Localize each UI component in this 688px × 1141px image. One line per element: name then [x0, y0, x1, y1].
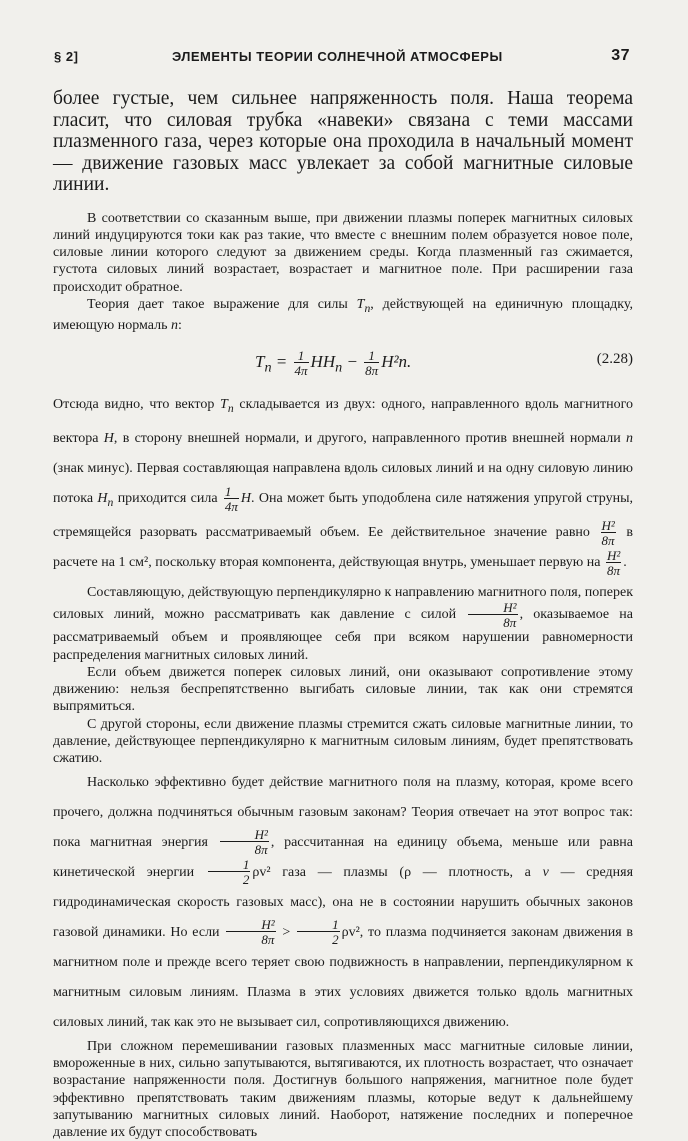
lead-paragraph: более густые, чем сильнее напряженность поля. Наша теорема гласит, что силовая трубка «навеки» связана с теми массами плазменного газа, через которые она проходила в начальный момент — движение газовых масс увлекает за собой магнитные силовые линии.	[53, 88, 633, 195]
running-title: ЭЛЕМЕНТЫ ТЕОРИИ СОЛНЕЧНОЙ АТМОСФЕРЫ	[172, 49, 503, 64]
fraction: $\frac{1}{8\pi}$	[365, 348, 379, 379]
fraction: $\frac{\text{H²}}{8\pi}$	[226, 918, 275, 946]
paragraph-7: Насколько эффективно будет действие магнитного поля на плазму, которая, кроме всего прочего, должна подчиняться обычным газовым законам? Теория отвечает на этот вопрос так: пока магнитная энергия $\frac{\text{H²}}{8\pi}$ , рассчитанная на единицу объема, меньше или равна кинетической энергии $\frac{1}{2}$ ρv² газа — плазмы (ρ — плотность, а v — средняя гидродинамическая скорость газовых масс), она не в состоянии нарушить обычных законов газовой динамики. Но если $\frac{\text{H²}}{8\pi}$ > $\frac{1}{2}$ ρv², то плазма подчиняется законам движения в магнитном поле и прежде всего теряет свою подвижность в направлении, перпендикулярном к магнитным силовым линиям. Плазма в этих условиях движется только вдоль магнитных силовых линий, так как это не вызывает сил, сопротивляющихся движению.	[53, 774, 634, 1030]
page-body	[53, 88, 633, 1141]
fraction: $\frac{\text{H²}}{8\pi}$	[606, 547, 621, 578]
page-number: 37	[611, 47, 630, 64]
fraction: $\frac{\text{H²}}{8\pi}$	[220, 828, 269, 856]
fraction: $\frac{1}{4\pi}$	[224, 483, 238, 514]
paragraph-5: Если объем движется поперек силовых линий, они оказывают сопротивление этому движению: нельзя беспрепятственно выгибать силовые линии, так как они стремятся выпрямиться.	[53, 664, 633, 715]
fraction: $\frac{\text{H²}}{8\pi}$	[468, 601, 517, 629]
fraction: $\frac{1}{2}$	[208, 858, 251, 886]
fraction: $\frac{1}{4\pi}$	[294, 348, 308, 379]
paragraph-2: Теория дает такое выражение для силы $T_n$, действующей на единичную площадку, имеющую нормаль n:	[53, 296, 633, 334]
fraction: $\frac{\text{H²}}{8\pi}$	[601, 517, 615, 548]
formula-2-28	[53, 342, 633, 380]
paragraph-8: При сложном перемешивании газовых плазменных масс магнитные силовые линии, вмороженные в них, сильно запутываются, вытягиваются, их плотность возрастает, что означает возрастание напряженности поля. Достигнув большого напряжения, магнитное поле будет эффективно препятствовать таким движениям плазмы, которые ведут к дальнейшему запутыванию магнитных силовых линий. Наоборот, натяжение последних и поперечное давление их будут способствовать	[53, 1038, 633, 1141]
formula-expression: $T_n$ = $\frac{1}{4\pi}$ $HH_n$ − $\frac{1}{8\pi}$ H²n.	[255, 348, 412, 379]
running-header	[54, 47, 630, 69]
paragraph-3: Отсюда видно, что вектор $T_n$ складывается из двух: одного, направленного вдоль магнитного вектора H, в сторону внешней нормали, и другого, направленного против внешней нормали n (знак минус). Первая составляющая направлена вдоль силовых линий и на одну силовую линию потока $H_n$ приходится сила $\frac{1}{4\pi}$ H. Она может быть уподоблена силе натяжения упругой струны, стремящейся разорвать рассматриваемый объем. Ее действительное значение равно $\frac{\text{H²}}{8\pi}$ в расчете на 1 см², поскольку вторая компонента, действующая внутрь, уменьшает первую на $\frac{\text{H²}}{8\pi}$ .	[53, 397, 634, 578]
paragraph-4: Составляющую, действующую перпендикулярно к направлению магнитного поля, поперек силовых линий, можно рассматривать как давление с силой $\frac{\text{H²}}{8\pi}$ , оказываемое на рассматриваемый объем и проявляющее себя при всяком нарушении равномерности распределения магнитных силовых линий.	[53, 584, 634, 663]
equation-number: (2.28)	[596, 351, 633, 368]
paragraph-1: В соответствии со сказанным выше, при движении плазмы поперек магнитных силовых линий индуцируются токи как раз такие, что вместе с внешним полем образуется новое поле, силовые линии которого следуют за движением среды. Когда плазменный газ сжимается, густота силовых линий возрастает, возрастает и магнитное поле. При расширении газа происходит обратное.	[53, 210, 633, 295]
paragraph-6: С другой стороны, если движение плазмы стремится сжать силовые магнитные линии, то давление, действующее перпендикулярно к магнитным силовым линиям, будет препятствовать сжатию.	[53, 716, 633, 767]
fraction: $\frac{1}{2}$	[297, 918, 340, 946]
section-ref: § 2]	[54, 49, 79, 64]
